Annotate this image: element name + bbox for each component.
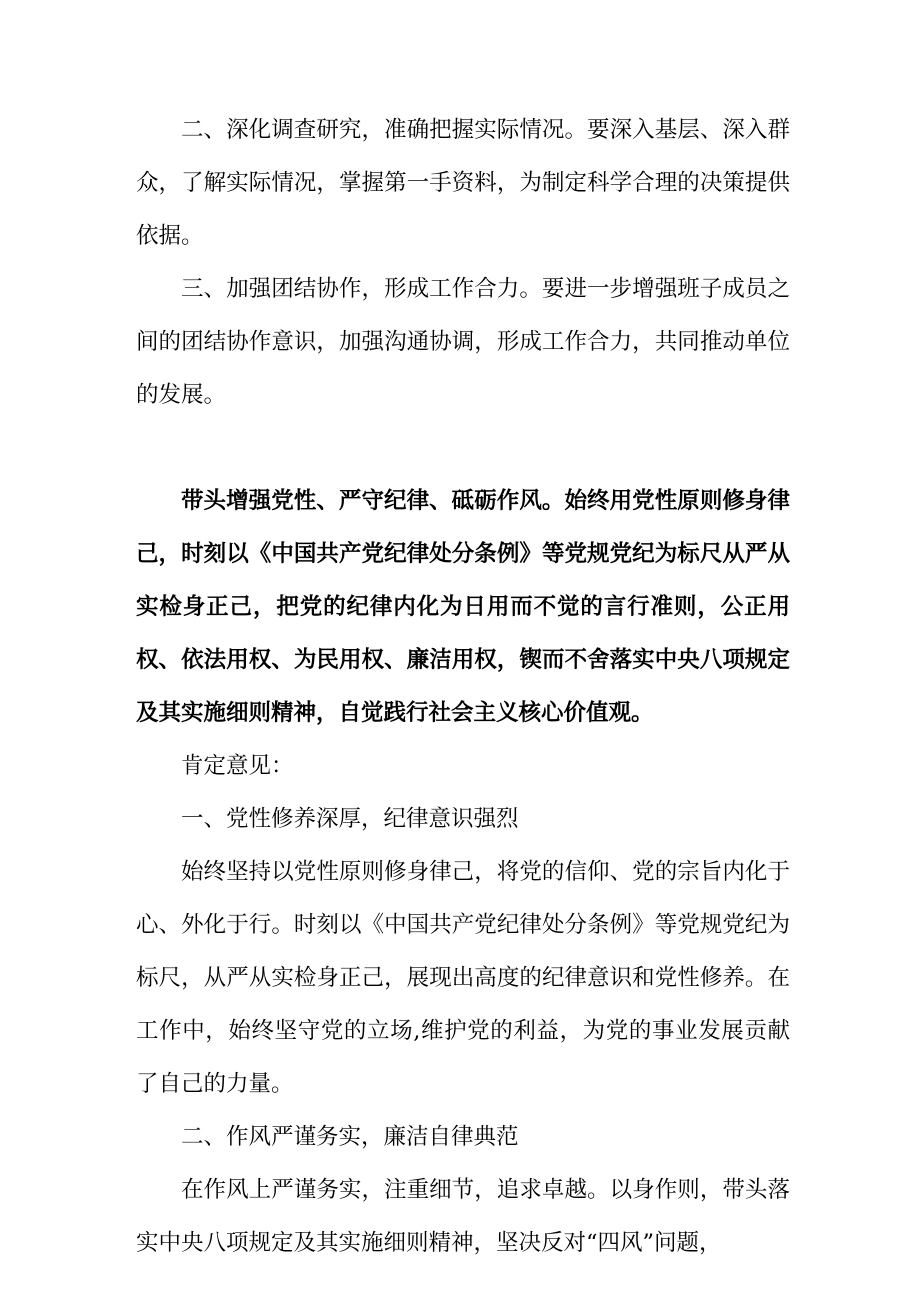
- heading-party-cultivation: 一、党性修养深厚，纪律意识强烈: [181, 806, 519, 832]
- paragraph-party-spirit-bold: 带头增强党性、严守纪律、砥砺作风。始终用党性原则修身律己，时刻以《中国共产党纪律处分条例》等党规党纪为标尺从严从实检身正己，把党的纪律内化为日用而不觉的言行准则，公正用权、依法用权、为民用权、廉洁用权，锲而不舍落实中央八项规定及其实施细则精神，自觉践行社会主义核心价值观。: [136, 488, 790, 726]
- paragraph-investigation: 二、深化调查研究，准确把握实际情况。要深入基层、深入群众，了解实际情况，掌握第一手资料，为制定科学合理的决策提供依据。: [136, 117, 790, 249]
- paragraph-party-cultivation: 始终坚持以党性原则修身律己，将党的信仰、党的宗旨内化于心、外化于行。时刻以《中国共产党纪律处分条例》等党规党纪为标尺，从严从实检身正己，展现出高度的纪律意识和党性修养。在工作中，始终坚守党的立场,维护党的利益，为党的事业发展贡献了自己的力量。: [136, 859, 790, 1097]
- paragraph-gap: [136, 422, 790, 475]
- document-body: [136, 104, 790, 1270]
- paragraph-work-style: 在作风上严谨务实，注重细节，追求卓越。以身作则，带头落实中央八项规定及其实施细则精神，坚决反对“四风”问题，: [136, 1177, 790, 1256]
- heading-work-style: 二、作风严谨务实，廉洁自律典范: [181, 1124, 519, 1150]
- paragraph-unity: 三、加强团结协作，形成工作合力。要进一步增强班子成员之间的团结协作意识，加强沟通协调，形成工作合力，共同推动单位的发展。: [136, 276, 790, 408]
- heading-positive-opinions: 肯定意见：: [181, 753, 294, 779]
